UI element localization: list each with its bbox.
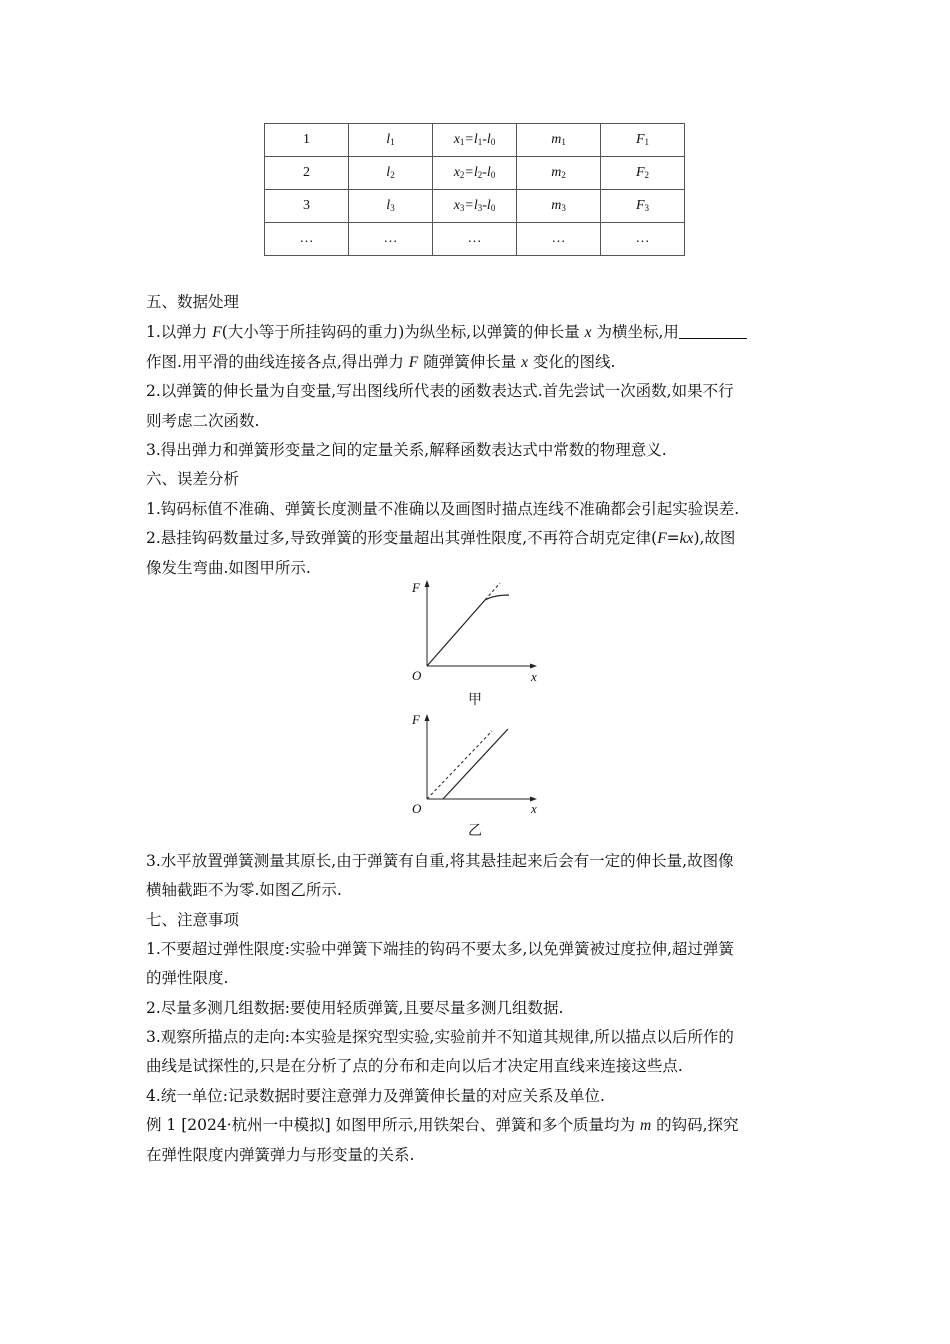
paragraph: 像发生弯曲.如图甲所示. bbox=[146, 559, 311, 577]
cell-ellipsis: … bbox=[265, 223, 349, 256]
paragraph: 2.尽量多测几组数据:要使用轻质弹簧,且要尽量多测几组数据. bbox=[146, 999, 564, 1017]
cell-index: 2 bbox=[265, 157, 349, 190]
cell-force: $F_2$ bbox=[601, 157, 685, 190]
paragraph: 曲线是试探性的,只是在分析了点的分布和走向以后才决定用直线来连接这些点. bbox=[146, 1057, 683, 1075]
cell-extension: $x_1=l_1-l_0$ bbox=[433, 124, 517, 157]
axis-label-y: F bbox=[412, 580, 420, 595]
paragraph: 1.以弹力 F(大小等于所挂钩码的重力)为纵坐标,以弹簧的伸长量 x 为横坐标,用 bbox=[146, 322, 747, 343]
figure-b-caption: 乙 bbox=[468, 823, 482, 839]
axis-label-x: x bbox=[531, 801, 537, 816]
paragraph: 2.以弹簧的伸长量为自变量,写出图线所代表的函数表达式.首先尝试一次函数,如果不行 bbox=[146, 382, 734, 400]
paragraph: 3.观察所描点的走向:本实验是探究型实验,实验前并不知道其规律,所以描点以后所作的 bbox=[146, 1028, 734, 1046]
origin-label: O bbox=[412, 668, 422, 683]
paragraph: 的弹性限度. bbox=[146, 969, 229, 987]
table-row bbox=[265, 157, 685, 190]
section-heading-precautions: 七、注意事项 bbox=[146, 911, 240, 929]
cell-force: $F_1$ bbox=[601, 124, 685, 157]
cell-length: $l_1$ bbox=[349, 124, 433, 157]
paragraph: 横轴截距不为零.如图乙所示. bbox=[146, 881, 342, 899]
figure-a-graph bbox=[406, 578, 546, 688]
y-axis-arrow bbox=[425, 580, 430, 587]
figure-a-caption: 甲 bbox=[468, 692, 482, 708]
shifted-line bbox=[443, 729, 508, 799]
cell-ellipsis: … bbox=[349, 223, 433, 256]
cell-extension: $x_3=l_3-l_0$ bbox=[433, 190, 517, 223]
cell-mass: $m_1$ bbox=[517, 124, 601, 157]
section-heading-error-analysis: 六、误差分析 bbox=[146, 470, 240, 488]
cell-ellipsis: … bbox=[601, 223, 685, 256]
answer-blank bbox=[679, 322, 747, 339]
y-axis-arrow bbox=[425, 714, 430, 721]
paragraph: 4.统一单位:记录数据时要注意弹力及弹簧伸长量的对应关系及单位. bbox=[146, 1087, 605, 1105]
cell-mass: $m_2$ bbox=[517, 157, 601, 190]
cell-length: $l_3$ bbox=[349, 190, 433, 223]
example-paragraph: 例 1 [2024·杭州一中模拟] 如图甲所示,用铁架台、弹簧和多个质量均为 m 的钩码,探究 bbox=[146, 1116, 739, 1134]
cell-force: $F_3$ bbox=[601, 190, 685, 223]
paragraph: 3.得出弹力和弹簧形变量之间的定量关系,解释函数表达式中常数的物理意义. bbox=[146, 441, 667, 459]
cell-index: 3 bbox=[265, 190, 349, 223]
linear-segment bbox=[427, 600, 485, 666]
cell-ellipsis: … bbox=[433, 223, 517, 256]
table-row bbox=[265, 190, 685, 223]
paragraph: 2.悬挂钩码数量过多,导致弹簧的形变量超出其弹性限度,不再符合胡克定律(F=kx),故图 bbox=[146, 529, 736, 547]
paragraph: 1.钩码标值不准确、弹簧长度测量不准确以及画图时描点连线不准确都会引起实验误差. bbox=[146, 500, 740, 518]
cell-length: $l_2$ bbox=[349, 157, 433, 190]
axis-label-y: F bbox=[412, 712, 420, 727]
table-row bbox=[265, 124, 685, 157]
cell-index: 1 bbox=[265, 124, 349, 157]
paragraph: 作图.用平滑的曲线连接各点,得出弹力 F 随弹簧伸长量 x 变化的图线. bbox=[146, 353, 616, 371]
cell-extension: $x_2=l_2-l_0$ bbox=[433, 157, 517, 190]
axis-label-x: x bbox=[531, 669, 537, 684]
example-paragraph: 在弹性限度内弹簧弹力与形变量的关系. bbox=[146, 1146, 415, 1164]
paragraph: 则考虑二次函数. bbox=[146, 412, 260, 430]
paragraph: 1.不要超过弹性限度:实验中弹簧下端挂的钩码不要太多,以免弹簧被过度拉伸,超过弹簧 bbox=[146, 940, 734, 958]
data-table bbox=[264, 123, 685, 256]
x-axis-arrow bbox=[530, 664, 537, 669]
cell-ellipsis: … bbox=[517, 223, 601, 256]
table-row bbox=[265, 223, 685, 256]
ideal-dashed-line bbox=[427, 731, 492, 799]
figure-b-graph bbox=[406, 710, 546, 820]
cell-mass: $m_3$ bbox=[517, 190, 601, 223]
paragraph: 3.水平放置弹簧测量其原长,由于弹簧有自重,将其悬挂起来后会有一定的伸长量,故图像 bbox=[146, 852, 734, 870]
origin-label: O bbox=[412, 801, 422, 816]
section-heading-data-processing: 五、数据处理 bbox=[146, 293, 240, 311]
